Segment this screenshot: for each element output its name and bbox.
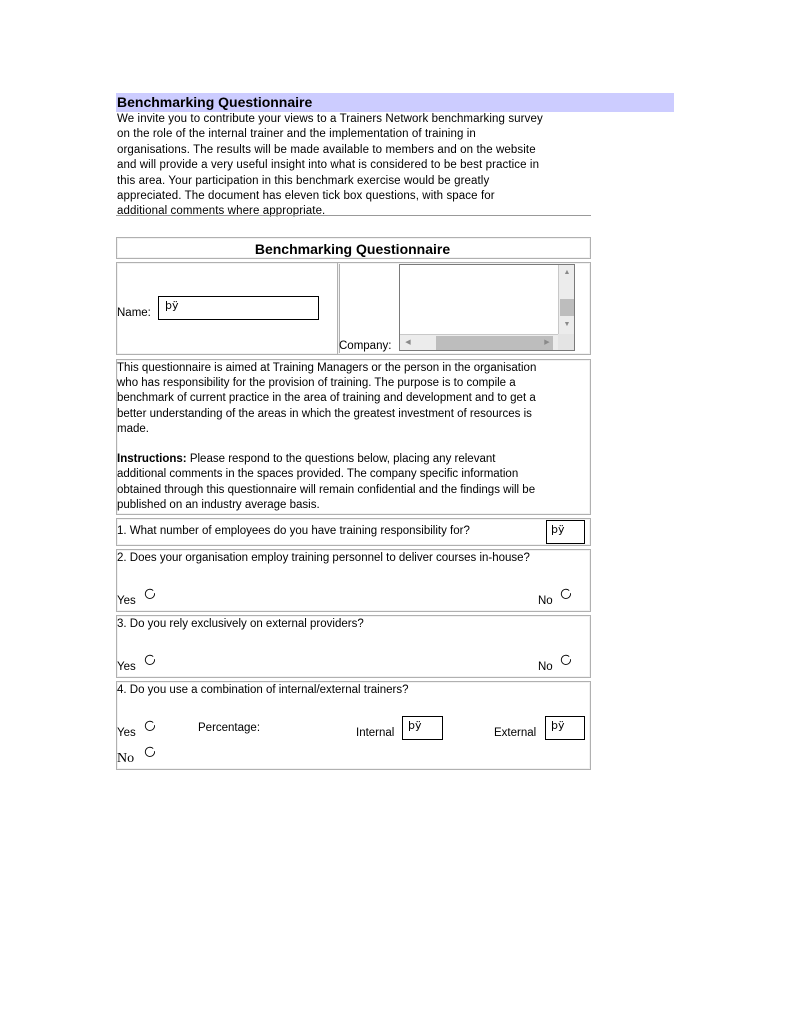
instructions-line: Please respond to the questions below, placing any relevant: [186, 453, 496, 466]
question-3-text: 3. Do you rely exclusively on external providers?: [117, 618, 364, 630]
form-title: Benchmarking Questionnaire: [254, 241, 451, 257]
question-4-no-label: No: [117, 751, 135, 766]
intro-line: this area. Your participation in this benchmark exercise would be greatly: [117, 174, 490, 187]
question-3-yes-radio-icon[interactable]: [144, 654, 156, 666]
internal-label: Internal: [356, 727, 395, 739]
description-line: made.: [117, 422, 149, 435]
instructions-line: obtained through this questionnaire will remain confidential and the findings will be: [117, 483, 536, 496]
internal-percentage-input[interactable]: [402, 716, 443, 740]
external-percentage-input[interactable]: [545, 716, 585, 740]
arrow-up-icon[interactable]: ▲: [563, 269, 571, 276]
question-2-text: 2. Does your organisation employ training personnel to deliver courses in-house?: [117, 552, 530, 564]
company-textarea[interactable]: [399, 264, 575, 351]
intro-line: and will provide a very useful insight into what is considered to be best practice in: [117, 159, 540, 172]
question-2-no-radio-icon[interactable]: [560, 588, 572, 600]
instructions-line: published on an industry average basis.: [117, 498, 320, 511]
employees-count-input[interactable]: [546, 520, 585, 544]
question-2-yes-label: Yes: [117, 595, 136, 607]
internal-percentage-value: þÿ: [408, 719, 422, 732]
question-4-no-radio-icon[interactable]: [144, 746, 156, 758]
intro-line: organisations. The results will be made available to members and on the website: [117, 143, 536, 156]
question-3-no-label: No: [538, 661, 553, 673]
company-label: Company:: [339, 340, 392, 352]
divider: [116, 215, 591, 216]
question-3-no-radio-icon[interactable]: [560, 654, 572, 666]
external-label: External: [494, 727, 537, 739]
arrow-down-icon[interactable]: ▼: [563, 321, 571, 328]
description-text: [117, 361, 590, 513]
intro-paragraph: [117, 112, 591, 220]
description-line: better understanding of the areas in which the greatest investment of resources is: [117, 407, 532, 420]
description-line: who has responsibility for the provision of training. The purpose is to compile a: [117, 377, 516, 390]
question-4-yes-label: Yes: [117, 727, 136, 739]
name-input-value: þÿ: [165, 299, 179, 312]
question-2-yes-radio-icon[interactable]: [144, 588, 156, 600]
form-title-cell: [116, 237, 591, 259]
horizontal-scroll-thumb[interactable]: [436, 336, 553, 350]
instructions-label: Instructions:: [117, 453, 187, 466]
company-vertical-scrollbar[interactable]: [558, 265, 574, 334]
name-label: Name:: [117, 307, 151, 319]
header-title: Benchmarking Questionnaire: [117, 94, 313, 110]
arrow-left-icon[interactable]: ◀: [405, 339, 411, 346]
intro-line: appreciated. The document has eleven tick box questions, with space for: [117, 190, 495, 203]
description-line: benchmark of current practice in the area of training and development and to get a: [117, 392, 536, 405]
company-horizontal-scrollbar[interactable]: [400, 334, 558, 350]
question-1-text: 1. What number of employees do you have training responsibility for?: [117, 525, 470, 537]
question-3-yes-label: Yes: [117, 661, 136, 673]
vertical-scroll-thumb[interactable]: [560, 299, 574, 316]
percentage-label: Percentage:: [198, 722, 261, 734]
external-percentage-value: þÿ: [551, 719, 565, 732]
question-4-text: 4. Do you use a combination of internal/external trainers?: [117, 684, 409, 696]
intro-line: additional comments where appropriate.: [117, 205, 326, 218]
intro-line: on the role of the internal trainer and the implementation of training in: [117, 128, 476, 141]
intro-line: We invite you to contribute your views to a Trainers Network benchmarking survey: [117, 113, 543, 125]
question-4-yes-radio-icon[interactable]: [144, 720, 156, 732]
instructions-line: additional comments in the spaces provided. The company specific information: [117, 468, 519, 481]
scroll-corner: [558, 334, 574, 350]
question-2-no-label: No: [538, 595, 553, 607]
description-line: This questionnaire is aimed at Training Managers or the person in the organisation: [117, 362, 537, 374]
employees-count-value: þÿ: [551, 523, 565, 536]
arrow-right-icon[interactable]: ▶: [544, 339, 550, 346]
name-input[interactable]: [158, 296, 319, 320]
